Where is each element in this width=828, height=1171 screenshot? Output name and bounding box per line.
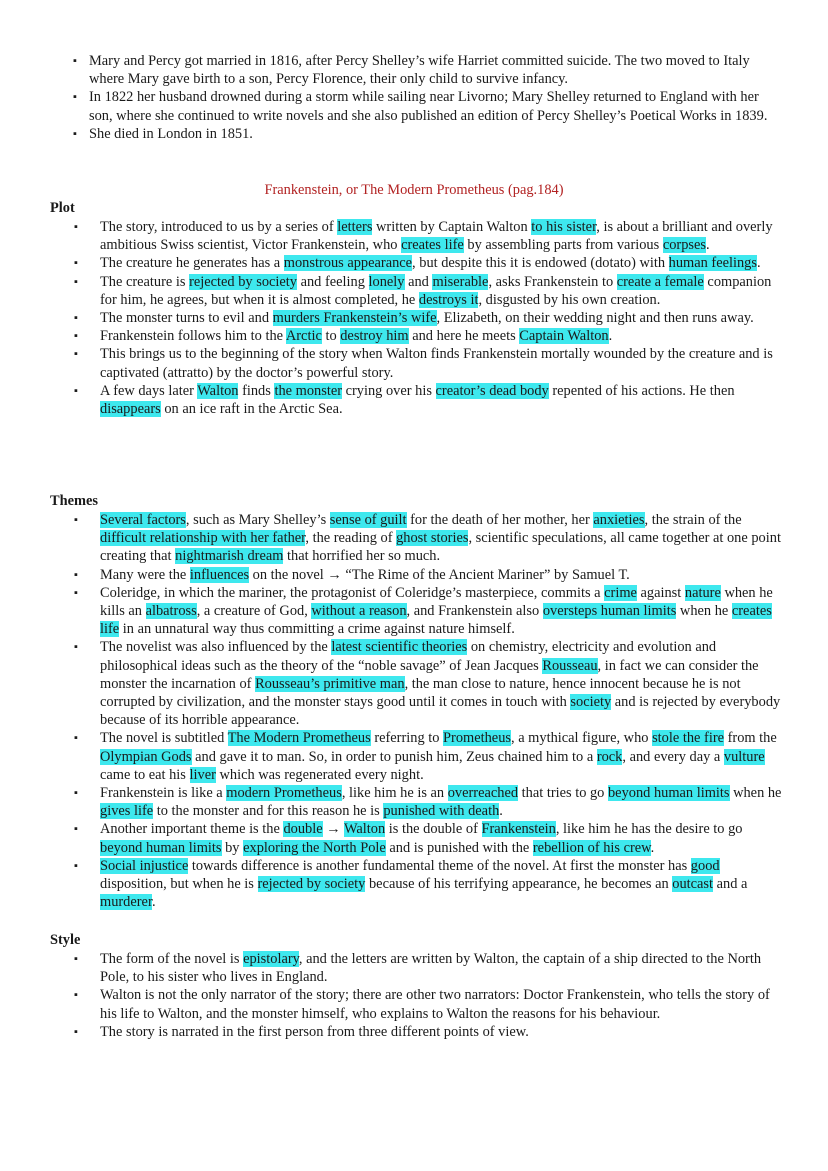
highlighted-text: punished with death xyxy=(383,803,500,820)
highlighted-text: stole the fire xyxy=(652,730,725,747)
highlighted-text: destroys it xyxy=(418,291,479,308)
body-text: and gave it to man. So, in order to punish him, Zeus chained him to a xyxy=(191,748,597,765)
highlighted-text: crime xyxy=(604,584,637,601)
list-item xyxy=(100,218,782,254)
list-item xyxy=(100,986,782,1022)
body-text: , but despite this it is endowed (dotato) with xyxy=(412,255,669,272)
highlighted-text: Olympian Gods xyxy=(100,748,192,765)
list-item xyxy=(89,88,779,124)
list-item xyxy=(100,784,782,820)
themes-list xyxy=(100,511,782,911)
body-text: In 1822 her husband drowned during a storm while sailing near Livorno; Mary Shelley returned to England with her son, where she continued to write novels and she also published an edition of Percy Shelley’s Poetical Works in 1839. xyxy=(89,89,768,124)
body-text: , and the letters are written by Walton, the captain of a ship directed to the North Pole, to his sister who lives in England. xyxy=(100,951,762,986)
highlighted-text: murderer xyxy=(100,894,152,911)
highlighted-text: Frankenstein xyxy=(481,821,556,838)
body-text: , like him he has the desire to go xyxy=(555,821,743,838)
highlighted-text: human feelings xyxy=(668,255,757,272)
list-item xyxy=(100,1023,782,1041)
body-text: is the double of xyxy=(385,821,482,838)
highlighted-text: latest scientific theories xyxy=(331,639,468,656)
plot-heading: Plot xyxy=(50,200,75,216)
highlighted-text: murders Frankenstein’s wife xyxy=(272,310,437,327)
highlighted-text: beyond human limits xyxy=(607,785,730,802)
body-text: which was regenerated every night. xyxy=(215,766,424,783)
highlighted-text: nature xyxy=(684,584,721,601)
body-text: , like him he is an xyxy=(341,785,448,802)
body-text: companion for him, he agrees, but when it is almost completed, he xyxy=(100,273,772,308)
body-text: , and every day a xyxy=(622,748,724,765)
body-text: to xyxy=(321,328,341,345)
highlighted-text: exploring the North Pole xyxy=(243,839,386,856)
highlighted-text: vulture xyxy=(723,748,765,765)
body-text: , is about a brilliant and overly ambitious Swiss scientist, Victor Frankenstein, who xyxy=(100,219,773,254)
highlighted-text: creates life xyxy=(100,603,772,638)
body-text: Frankenstein follows him to the xyxy=(100,328,286,345)
body-text: disposition, but when he is xyxy=(100,876,258,893)
body-text: on an ice raft in the Arctic Sea. xyxy=(160,401,343,418)
highlighted-text: the monster xyxy=(274,382,342,399)
body-text: The story is narrated in the first person from three different points of view. xyxy=(100,1023,529,1040)
highlighted-text: Walton xyxy=(197,382,239,399)
body-text: A few days later xyxy=(100,382,198,399)
highlighted-text: liver xyxy=(189,766,216,783)
highlighted-text: monstrous appearance xyxy=(283,255,413,272)
list-item xyxy=(100,584,782,639)
body-text: . xyxy=(650,839,655,856)
highlighted-text: gives life xyxy=(100,803,154,820)
highlighted-text: Captain Walton xyxy=(519,328,609,345)
highlighted-text: rebellion of his crew xyxy=(532,839,651,856)
body-text: came to eat his xyxy=(100,766,190,783)
highlighted-text: lonely xyxy=(368,273,405,290)
highlighted-text: Rousseau’s primitive man xyxy=(255,675,405,692)
list-item xyxy=(100,511,782,566)
themes-heading: Themes xyxy=(50,493,98,509)
highlighted-text: Rousseau xyxy=(542,657,598,674)
body-text: for the death of her mother, her xyxy=(406,512,594,528)
highlighted-text: Arctic xyxy=(285,328,322,345)
highlighted-text: Walton xyxy=(343,821,386,838)
body-text: on chemistry, electricity and evolution and philosophical ideas such as the theory of the “noble savage” of Jean Jacques xyxy=(100,639,717,674)
highlighted-text: rejected by society xyxy=(189,273,297,290)
body-text: and here he meets xyxy=(408,328,520,345)
body-text: in an unnatural way thus committing a crime against nature himself. xyxy=(119,621,515,638)
highlighted-text: beyond human limits xyxy=(100,839,222,856)
highlighted-text: corpses xyxy=(662,237,706,254)
list-item xyxy=(100,950,782,986)
highlighted-text: epistolary xyxy=(243,951,299,967)
list-item xyxy=(100,820,782,856)
body-text: This brings us to the beginning of the story when Walton finds Frankenstein mortally wounded by the creature and is captivated (attratto) by the doctor’s powerful story. xyxy=(100,346,773,381)
highlighted-text: oversteps human limits xyxy=(542,603,677,620)
body-text: . xyxy=(756,255,761,272)
body-text: and is punished with the xyxy=(385,839,533,856)
highlighted-text: letters xyxy=(337,219,373,235)
body-text: when he xyxy=(676,603,732,620)
highlighted-text: modern Prometheus xyxy=(226,785,342,802)
body-text: The story, introduced to us by a series of xyxy=(100,219,338,235)
body-text: The monster turns to evil and xyxy=(100,310,273,327)
body-text: repented of his actions. He then xyxy=(548,382,735,399)
body-text: The novel is subtitled xyxy=(100,730,228,747)
list-item xyxy=(100,345,782,381)
body-text: that tries to go xyxy=(518,785,608,802)
highlighted-text: overreached xyxy=(447,785,519,802)
highlighted-text: creates life xyxy=(401,237,464,254)
highlighted-text: Prometheus xyxy=(443,730,511,747)
highlighted-text: outcast xyxy=(672,876,714,893)
list-item xyxy=(100,327,782,345)
list-item xyxy=(100,273,782,309)
highlighted-text: create a female xyxy=(616,273,704,290)
body-text: written by Captain Walton xyxy=(372,219,532,235)
body-text: crying over his xyxy=(342,382,436,399)
body-text: , and Frankenstein also xyxy=(406,603,543,620)
body-text: , asks Frankenstein to xyxy=(488,273,617,290)
list-item xyxy=(100,638,782,729)
body-text: , such as Mary Shelley’s xyxy=(185,512,330,528)
body-text: Frankenstein is like a xyxy=(100,785,227,802)
body-text: . xyxy=(499,803,503,820)
body-text: finds xyxy=(238,382,275,399)
body-text: and a xyxy=(713,876,748,893)
highlighted-text: rejected by society xyxy=(257,876,366,893)
highlighted-text: disappears xyxy=(100,401,161,418)
body-text: that horrified her so much. xyxy=(283,548,441,565)
body-text: against xyxy=(636,584,685,601)
body-text: . xyxy=(608,328,613,345)
list-item xyxy=(89,52,779,88)
highlighted-text: good xyxy=(690,857,720,874)
body-text: and is rejected by everybody because of its horrible appearance. xyxy=(100,694,781,729)
body-text: , the strain of the xyxy=(644,512,742,528)
body-text: Another important theme is the xyxy=(100,821,284,838)
body-text: by xyxy=(221,839,244,856)
body-text: . xyxy=(151,894,156,911)
list-item xyxy=(100,729,782,784)
list-item xyxy=(100,382,782,418)
highlighted-text: miserable xyxy=(432,273,489,290)
body-text: The creature he generates has a xyxy=(100,255,284,272)
body-text: , in fact we can consider the monster the incarnation of xyxy=(100,657,759,692)
highlighted-text: sense of guilt xyxy=(329,512,407,528)
body-text: Coleridge, in which the mariner, the protagonist of Coleridge’s masterpiece, commits a xyxy=(100,584,605,601)
body-text: , the man close to nature, hence innocent because he is not corrupted by civilization, and the monster stays good until it comes in touch with xyxy=(100,675,741,711)
highlighted-text: nightmarish dream xyxy=(175,548,284,565)
highlighted-text: influences xyxy=(189,566,250,583)
highlighted-text: ghost stories xyxy=(396,530,469,547)
body-text: The form of the novel is xyxy=(100,951,244,967)
highlighted-text: Several factors xyxy=(100,512,186,528)
list-item xyxy=(100,309,782,327)
body-text: She died in London in 1851. xyxy=(89,125,253,142)
body-text: and xyxy=(404,273,433,290)
highlighted-text: destroy him xyxy=(340,328,409,345)
style-heading: Style xyxy=(50,932,81,948)
highlighted-text: Social injustice xyxy=(100,857,189,874)
highlighted-text: to his sister xyxy=(531,219,597,235)
body-text: The creature is xyxy=(100,273,190,290)
body-text: Mary and Percy got married in 1816, after Percy Shelley’s wife Harriet committed suicide. The two moved to Italy where Mary gave birth to a son, Percy Florence, their only child to survive infancy. xyxy=(89,53,750,88)
body-text: → xyxy=(322,821,344,838)
novel-title: Frankenstein, or The Modern Prometheus (pag.184) xyxy=(264,182,564,198)
body-text: . xyxy=(706,237,710,254)
body-text: by assembling parts from various xyxy=(463,237,663,254)
intro-list xyxy=(89,52,779,143)
highlighted-text: creator’s dead body xyxy=(435,382,549,399)
body-text: Many were the xyxy=(100,566,190,583)
body-text: when he kills an xyxy=(100,584,773,620)
list-item xyxy=(100,254,782,272)
highlighted-text: double xyxy=(283,821,323,838)
body-text: on the novel → “The Rime of the Ancient Mariner” by Samuel T. xyxy=(249,566,630,583)
body-text: because of his terrifying appearance, he becomes an xyxy=(365,876,673,893)
body-text: , Elizabeth, on their wedding night and then runs away. xyxy=(436,310,754,327)
body-text: from the xyxy=(724,730,777,747)
list-item xyxy=(89,125,779,143)
body-text: , the reading of xyxy=(305,530,397,547)
highlighted-text: anxieties xyxy=(593,512,645,528)
body-text: Walton is not the only narrator of the story; there are other two narrators: Doctor Frankenstein, who tells the story of his life to Walton, and the monster himself, who explains to Walton the reasons for his behaviour. xyxy=(100,987,770,1022)
plot-list xyxy=(100,218,782,418)
highlighted-text: difficult relationship with her father xyxy=(100,530,306,547)
body-text: , a mythical figure, who xyxy=(511,730,653,747)
highlighted-text: albatross xyxy=(145,603,197,620)
highlighted-text: The Modern Prometheus xyxy=(227,730,371,747)
body-text: and feeling xyxy=(296,273,369,290)
body-text: , a creature of God, xyxy=(196,603,312,620)
body-text: , disgusted by his own creation. xyxy=(478,291,661,308)
body-text: The novelist was also influenced by the xyxy=(100,639,332,656)
highlighted-text: without a reason xyxy=(311,603,407,620)
body-text: when he xyxy=(729,785,782,802)
body-text: towards difference is another fundamental theme of the novel. At first the monster has xyxy=(188,857,691,874)
list-item xyxy=(100,566,782,584)
body-text: referring to xyxy=(370,730,444,747)
body-text: to the monster and for this reason he is xyxy=(153,803,384,820)
style-list xyxy=(100,950,782,1041)
highlighted-text: society xyxy=(570,694,612,711)
list-item xyxy=(100,857,782,912)
highlighted-text: rock xyxy=(596,748,623,765)
body-text: , scientific speculations, all came together at one point creating that xyxy=(100,530,781,565)
